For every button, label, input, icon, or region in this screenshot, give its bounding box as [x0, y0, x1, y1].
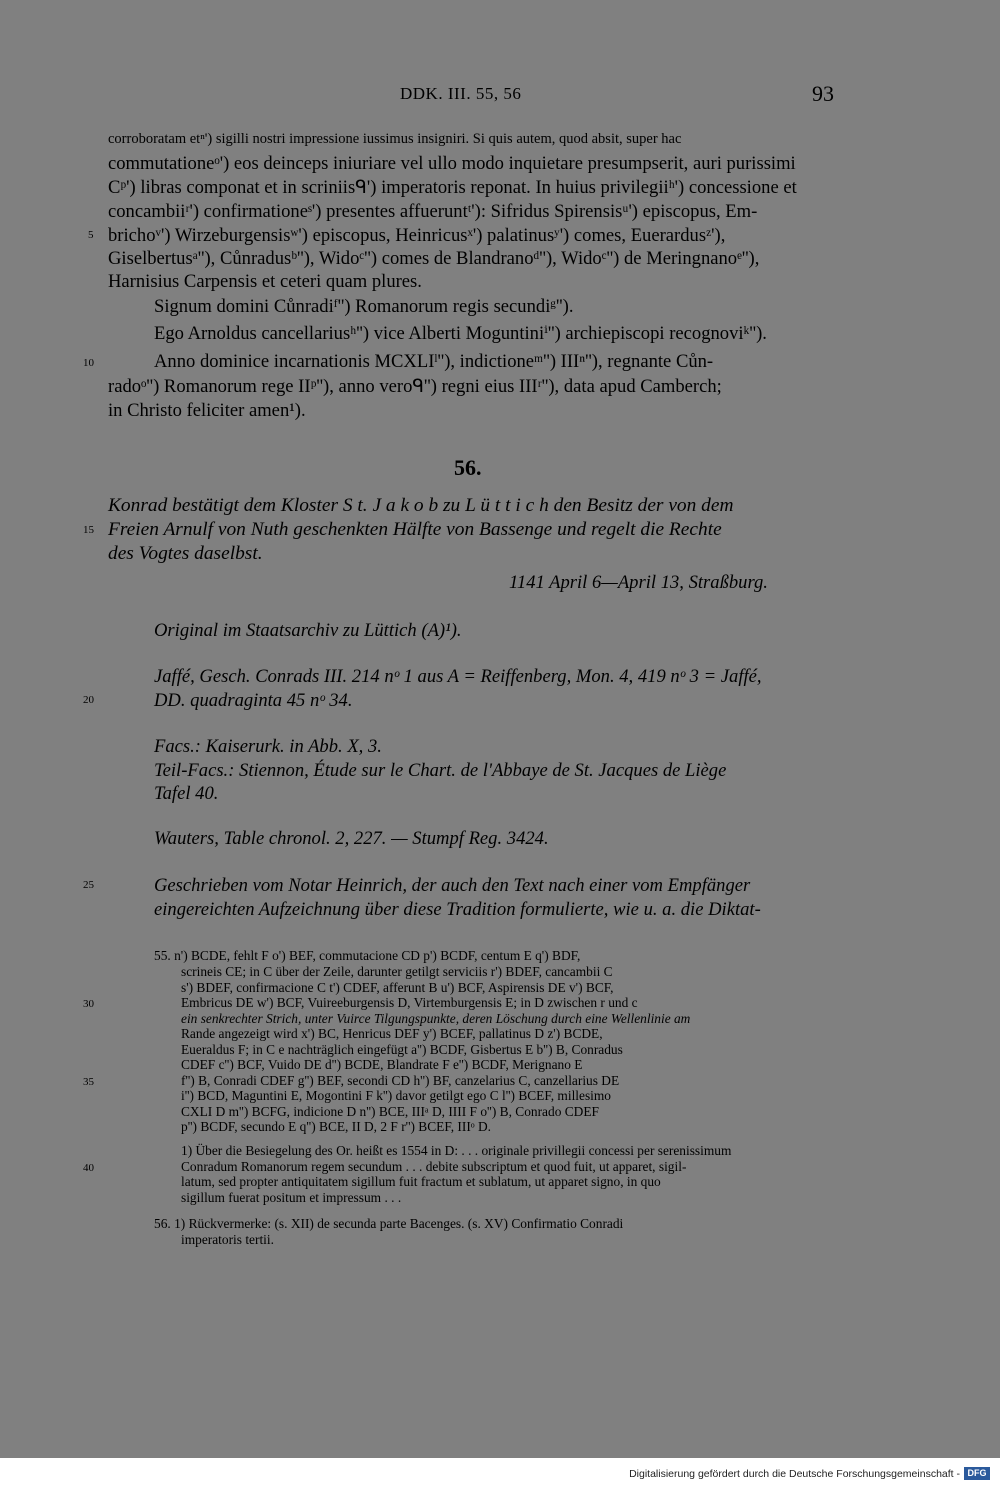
footnote-line: 1) Über die Besiegelung des Or. heißt es 1554 in D: . . . originale privillegii concessi per serenissimum: [181, 1143, 732, 1158]
footnote-line: Conradum Romanorum regem secundum . . . debite subscriptum et quod fuit, ut apparet, sigil-: [181, 1159, 687, 1174]
facs-line: Teil-Facs.: Stiennon, Étude sur le Chart. de l'Abbaye de St. Jacques de Liège: [154, 760, 727, 781]
commentary-line: eingereichten Aufzeichnung über diese Tradition formulierte, wie u. a. die Diktat-: [154, 899, 761, 920]
running-title: DDK. III. 55, 56: [400, 84, 522, 103]
commentary-line: Geschrieben vom Notar Heinrich, der auch den Text nach einer vom Empfänger: [154, 875, 751, 896]
apparatus-line: Eueraldus F; in C e nachträglich eingefügt a'') BCDF, Gisbertus E b'') B, Conradus: [181, 1042, 623, 1057]
apparatus-line: Embricus DE w') BCF, Vuireeburgensis D, Virtemburgensis E; in D zwischen r und c: [181, 995, 638, 1010]
apparatus-line: 55. n') BCDE, fehlt F o') BEF, commutacione CD p') BCDF, centum E q') BDF,: [154, 948, 581, 963]
regesta-line: Wauters, Table chronol. 2, 227. — Stumpf Reg. 3424.: [154, 828, 549, 849]
regest-line: Konrad bestätigt dem Kloster S t. J a k o b zu L ü t t i c h den Besitz der von dem: [108, 495, 734, 516]
footnote-line: sigillum fuerat positum et impressum . . .: [181, 1190, 402, 1205]
editions-line: DD. quadraginta 45 nᵒ 34.: [154, 690, 353, 711]
text-line: Ego Arnoldus cancellariusʰ'') vice Alberti Moguntiniⁱ'') archiepiscopi recognoviᵏ'').: [154, 323, 767, 344]
text-line: Anno dominice incarnationis MCXLIˡ''), indictioneᵐ'') IIIⁿ''), regnante Cůn-: [154, 351, 714, 372]
facs-line: Facs.: Kaiserurk. in Abb. X, 3.: [154, 736, 382, 757]
line-number: 15: [83, 524, 94, 536]
regest-line: Freien Arnulf von Nuth geschenkten Hälfte von Bassenge und regelt die Rechte: [108, 519, 722, 540]
apparatus-line: CDEF c'') BCF, Vuido DE d'') BCDE, Blandrate F e'') BCDF, Merignano E: [181, 1057, 583, 1072]
apparatus-line: Rande angezeigt wird x') BC, Henricus DEF y') BCEF, pallatinus D z') BCDE,: [181, 1026, 603, 1041]
footer-credit: Digitalisierung gefördert durch die Deutsche Forschungsgemeinschaft -: [629, 1468, 960, 1480]
date-place: 1141 April 6—April 13, Straßburg.: [509, 572, 768, 593]
text-line: brichoᵛ') Wirzeburgensisʷ') episcopus, Heinricusˣ') palatinusʸ') comes, Euerardusᶻ'),: [108, 225, 726, 246]
text-line: radoᵒ'') Romanorum rege IIᵖ''), anno veroᑫ'') regni eius IIIʳ''), data apud Camberch;: [108, 376, 722, 397]
document-number: 56.: [454, 455, 482, 480]
text-line: commutationeᵒ') eos deinceps iniuriare vel ullo modo inquietare presumpserit, auri purissimi: [108, 153, 796, 174]
text-line: concambiiʳ') confirmationeˢ') presentes affueruntᵗ'): Sifridus Spirensisᵘ') episcopus, Em-: [108, 201, 758, 222]
line-number: 25: [83, 879, 94, 891]
regest-line: des Vogtes daselbst.: [108, 543, 263, 564]
footnote-line: imperatoris tertii.: [181, 1232, 274, 1247]
text-line: corroboratam etⁿ') sigilli nostri impressione iussimus insigniri. Si quis autem, quod absit, super hac: [108, 131, 682, 147]
text-line: Signum domini Cůnradiᶠ'') Romanorum regis secundiᵍ'').: [154, 296, 574, 317]
line-number: 5: [88, 229, 94, 241]
original-note: Original im Staatsarchiv zu Lüttich (A)¹).: [154, 620, 462, 641]
line-number: 35: [83, 1076, 94, 1088]
editions-line: Jaffé, Gesch. Conrads III. 214 nᵒ 1 aus A = Reiffenberg, Mon. 4, 419 nᵒ 3 = Jaffé,: [154, 666, 762, 687]
footnote-line: 56. 1) Rückvermerke: (s. XII) de secunda parte Bacenges. (s. XV) Confirmatio Conradi: [154, 1216, 624, 1231]
apparatus-line: i'') BCD, Maguntini E, Mogontini F k'') davor getilgt ego C l'') BCEF, millesimo: [181, 1088, 611, 1103]
text-line: in Christo feliciter amen¹).: [108, 400, 306, 421]
facs-line: Tafel 40.: [154, 783, 219, 804]
line-number: 30: [83, 998, 94, 1010]
line-number: 10: [83, 357, 94, 369]
line-number: 40: [83, 1162, 94, 1174]
line-number: 20: [83, 694, 94, 706]
apparatus-line: p'') BCDF, secundo E q'') BCE, II D, 2 F r'') BCEF, IIIᵒ D.: [181, 1119, 492, 1134]
apparatus-line: ein senkrechter Strich, unter Vuirce Tilgungspunkte, deren Löschung durch eine Wellenlinie am: [181, 1011, 691, 1026]
text-line: Harnisius Carpensis et ceteri quam plures.: [108, 271, 422, 292]
text-line: Cᵖ') libras componat et in scriniisᑫ') imperatoris reponat. In huius privilegiiʰ') concessione et: [108, 177, 797, 198]
text-line: Giselbertusᵃ''), Cůnradusᵇ''), Widoᶜ'') comes de Blandranoᵈ''), Widoᶜ'') de Meringnanoᵉ''),: [108, 248, 760, 269]
dfg-logo-icon: DFG: [964, 1467, 990, 1480]
apparatus-line: f'') B, Conradi CDEF g'') BEF, secondi CD h'') BF, canzelarius C, canzellarius DE: [181, 1073, 620, 1088]
apparatus-line: scrineis CE; in C über der Zeile, darunter getilgt serviciis r') BDEF, cancambii C: [181, 964, 613, 979]
apparatus-line: s') BDEF, confirmacione C t') CDEF, afferunt B u') BCF, Aspirensis DE v') BCF,: [181, 980, 614, 995]
apparatus-line: CXLI D m'') BCFG, indicione D n'') BCE, IIIᵃ D, IIII F o'') B, Conrado CDEF: [181, 1104, 599, 1119]
page-number: 93: [812, 81, 834, 106]
footnote-line: latum, sed propter antiquitatem sigillum fuit fractum et sublatum, ut apparet signo, in quo: [181, 1174, 661, 1189]
